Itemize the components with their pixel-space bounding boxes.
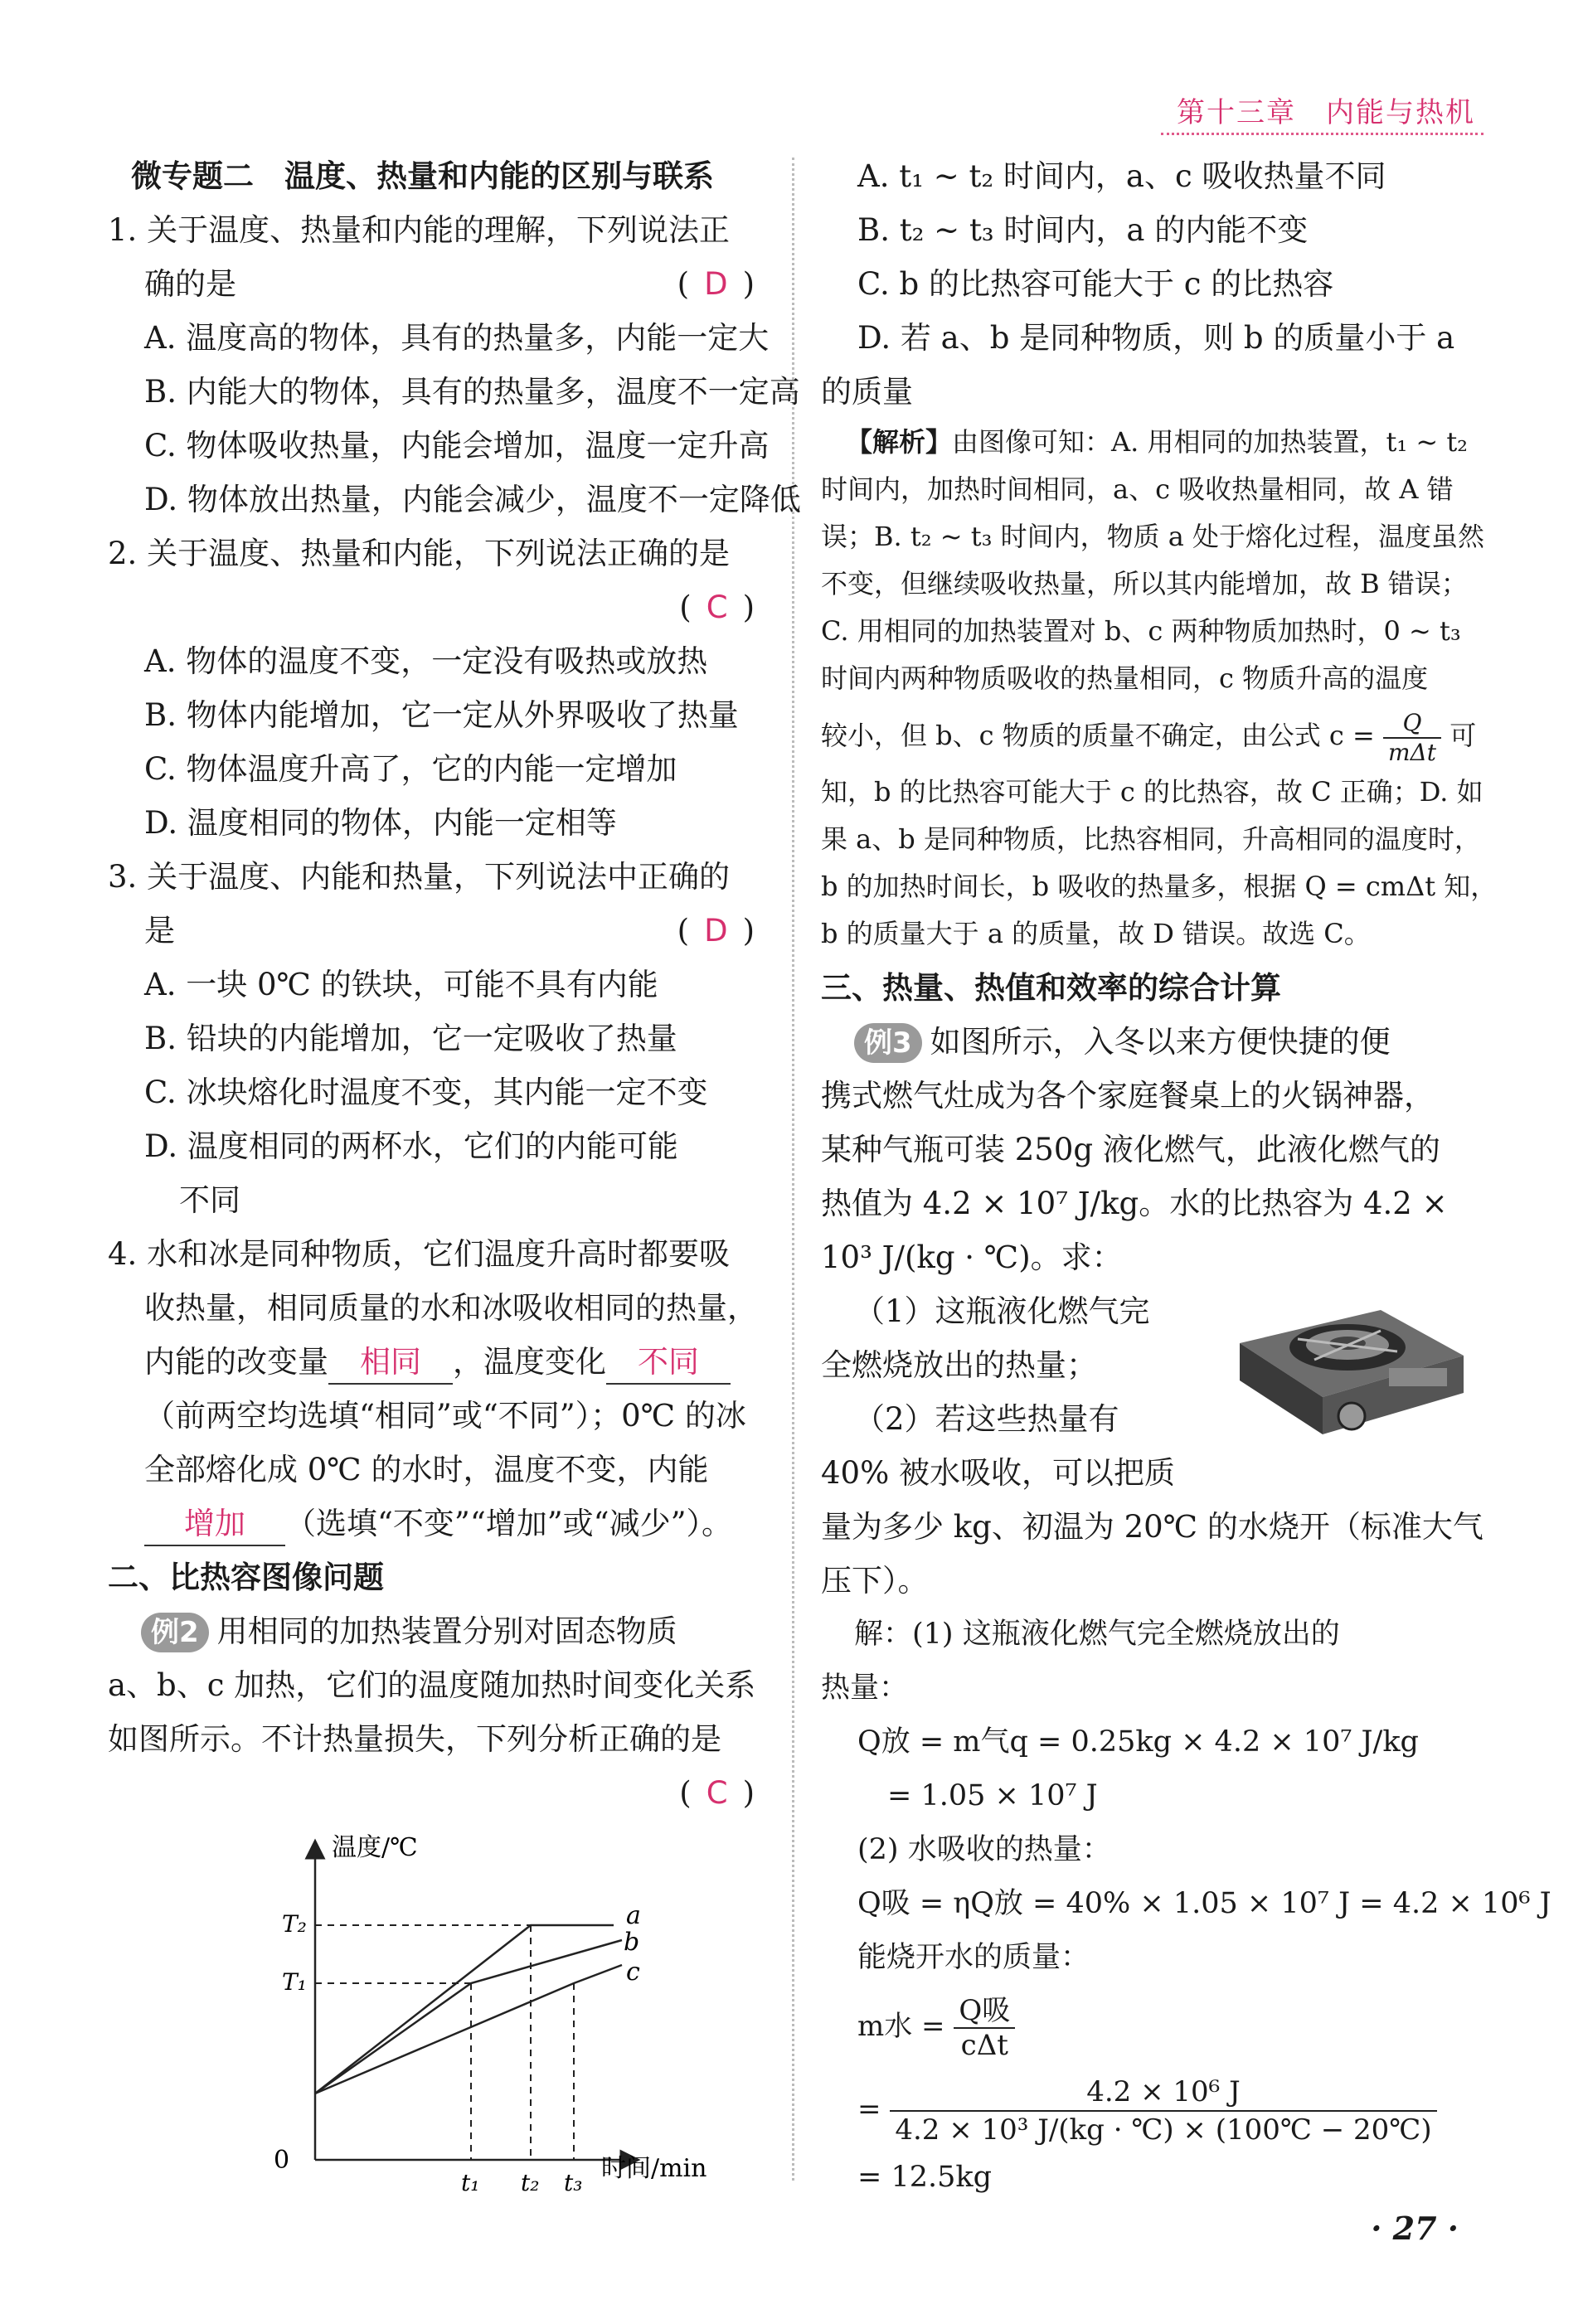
temperature-time-chart (249, 1832, 763, 2196)
q2-option-c: C. 物体温度升高了，它的内能一定增加 (144, 751, 677, 787)
origin-label: 0 (274, 2146, 290, 2175)
q3-option-d-cont: 不同 (179, 1182, 240, 1218)
series-b-line (315, 1940, 622, 2094)
analysis-line11: b 的质量大于 a 的质量，故 D 错误。故选 C。 (821, 918, 1371, 949)
ex2-option-d-cont: 的质量 (821, 374, 913, 410)
series-a-line (315, 1925, 614, 2094)
analysis-line2: 时间内，加热时间相同，a、c 吸收热量相同，故 A 错 (821, 473, 1454, 505)
ex3-line1: 例3 如图所示，入冬以来方便快捷的便 (821, 1015, 1476, 1069)
q2-answer: ( C ) (679, 589, 755, 625)
q1-stem-text: 确的是 (144, 266, 236, 302)
x-axis-label: 时间/min (601, 2154, 707, 2183)
solution-line4: = 1.05 × 10⁷ J (887, 1779, 1098, 1812)
q4-line5: 全部熔化成 0℃ 的水时，温度不变，内能 (144, 1452, 709, 1487)
chapter-header: 第十三章 内能与热机 (1177, 96, 1475, 129)
ex3-badge: 例3 (854, 1023, 922, 1063)
q4-line1: 4. 水和冰是同种物质，它们温度升高时都要吸 (108, 1236, 731, 1272)
ex2-answer: ( C ) (679, 1775, 755, 1811)
q4-line3: 内能的改变量 相同 ，温度变化 不同 (108, 1335, 763, 1389)
ex2-option-d: D. 若 a、b 是同种物质，则 b 的质量小于 a (857, 320, 1455, 356)
analysis-line5: C. 用相同的加热装置对 b、c 两种物质加热时，0 ~ t₃ (821, 615, 1461, 647)
q4-line2: 收热量，相同质量的水和冰吸收相同的热量， (144, 1290, 758, 1326)
ex2-badge: 例2 (141, 1613, 209, 1652)
q2-option-a: A. 物体的温度不变，一定没有吸热或放热 (144, 643, 708, 679)
q1-option-b: B. 内能大的物体，具有的热量多，温度不一定高 (144, 374, 800, 410)
x-tick-t2: t₂ (521, 2169, 540, 2196)
ex3-line2: 携式燃气灶成为各个家庭餐桌上的火锅神器， (821, 1078, 1435, 1113)
x-tick-t3: t₃ (564, 2169, 583, 2196)
q4-blank1: 相同 (328, 1342, 453, 1385)
analysis-line6: 时间内两种物质吸收的热量相同，c 物质升高的温度 (821, 662, 1429, 694)
q2-answer-line (108, 580, 763, 634)
q3-answer: ( D ) (677, 913, 755, 949)
ex3-line3: 某种气瓶可装 250g 液化燃气，此液化燃气的 (821, 1132, 1440, 1167)
analysis-line1: 【解析】由图像可知：A. 用相同的加热装置，t₁ ~ t₂ (846, 426, 1469, 458)
y-tick-t1: T₁ (282, 1968, 307, 1996)
ex3-line5: 10³ J/(kg · ℃)。求： (821, 1240, 1123, 1275)
q3-option-a: A. 一块 0℃ 的铁块，可能不具有内能 (144, 967, 658, 1002)
ex2-line3: 如图所示。不计热量损失，下列分析正确的是 (108, 1721, 721, 1757)
ex3-line6: （1）这瓶液化燃气完 (854, 1293, 1150, 1329)
ex2-answer-line (108, 1766, 763, 1820)
solution-line7: 能烧开水的质量： (857, 1941, 1090, 1974)
q2-stem: 2. 关于温度、热量和内能，下列说法正确的是 (108, 536, 731, 571)
solution-line6: Q吸 = ηQ放 = 40% × 1.05 × 10⁷ J = 4.2 × 10⁶ J (857, 1887, 1551, 1920)
analysis-line10: b 的加热时间长，b 吸收的热量多，根据 Q = cmΔt 知， (821, 871, 1498, 902)
q1-option-d: D. 物体放出热量，内能会减少，温度不一定降低 (144, 482, 801, 517)
gas-stove-photo (1223, 1277, 1472, 1451)
q3-stem: 3. 关于温度、内能和热量，下列说法中正确的 (108, 859, 731, 895)
series-a-label: a (626, 1901, 641, 1930)
solution-result: = 12.5kg (857, 2161, 992, 2194)
y-axis-label: 温度/℃ (332, 1833, 418, 1862)
analysis-line7: 较小，但 b、c 物质的质量不确定，由公式 c = $\frac{Q}{\text{mΔt}}$ 可 (821, 708, 1477, 766)
series-c-label: c (626, 1958, 640, 1987)
ex3-line10: 量为多少 kg、初温为 20℃ 的水烧开（标准大气 (821, 1509, 1483, 1545)
solution-line1: 解：(1) 这瓶液化燃气完全燃烧放出的 (854, 1618, 1340, 1651)
q1-answer: ( D ) (677, 266, 755, 302)
analysis-line3: 误；B. t₂ ~ t₃ 时间内，物质 a 处于熔化过程，温度虽然 (821, 521, 1484, 552)
x-tick-t1: t₁ (461, 2169, 480, 2196)
q3-stem-text: 是 (144, 913, 175, 949)
y-tick-t2: T₂ (282, 1910, 307, 1938)
mass-fraction: $\frac{\text{Q吸}}{\text{cΔt}}$ (954, 1994, 1015, 2062)
section-title: 微专题二 温度、热量和内能的区别与联系 (131, 158, 714, 194)
q4-line6: 增加 （选填“不变”“增加”或“减少”）。 (108, 1497, 763, 1550)
header-divider (1161, 133, 1483, 135)
q2-option-d: D. 温度相同的物体，内能一定相等 (144, 805, 617, 841)
solution-line2: 热量： (821, 1671, 909, 1705)
ex3-line11: 压下）。 (821, 1563, 929, 1599)
page-number: · 27 · (1371, 2210, 1459, 2247)
solution-mass-formula: m水 = $\frac{\text{Q吸}}{\text{cΔt}}$ (821, 1985, 1476, 2068)
q3-stem-cont (108, 904, 763, 958)
ex2-option-a: A. t₁ ~ t₂ 时间内，a、c 吸收热量不同 (857, 158, 1386, 194)
q3-option-d: D. 温度相同的两杯水，它们的内能可能 (144, 1128, 678, 1164)
analysis-line4: 不变，但继续吸收热量，所以其内能增加，故 B 错误； (821, 568, 1468, 599)
q4-blank3: 增加 (144, 1503, 285, 1546)
analysis-line8: 知，b 的比热容可能大于 c 的比热容，故 C 正确；D. 如 (821, 776, 1483, 808)
q3-option-c: C. 冰块熔化时温度不变，其内能一定不变 (144, 1075, 708, 1110)
ex2-option-b: B. t₂ ~ t₃ 时间内，a 的内能不变 (857, 212, 1309, 248)
big-fraction: $\frac{\text{4.2 × 10⁶ J}}{\text{4.2 × 10³ J/(kg · ℃) × (100℃ − 20℃)}}$ (890, 2074, 1436, 2148)
solution-line5: (2) 水吸收的热量： (857, 1833, 1111, 1866)
q1-option-c: C. 物体吸收热量，内能会增加，温度一定升高 (144, 428, 770, 463)
ex2-line2: a、b、c 加热，它们的温度随加热时间变化关系 (108, 1667, 756, 1703)
q4-blank2: 不同 (606, 1342, 731, 1385)
series-b-label: b (624, 1928, 640, 1957)
q2-option-b: B. 物体内能增加，它一定从外界吸收了热量 (144, 697, 739, 733)
column-divider (792, 158, 794, 2181)
ex2-option-c: C. b 的比热容可能大于 c 的比热容 (857, 266, 1334, 302)
section3-title: 三、热量、热值和效率的综合计算 (821, 970, 1281, 1006)
section2-title: 二、比热容图像问题 (108, 1560, 384, 1595)
q1-option-a: A. 温度高的物体，具有的热量多，内能一定大 (144, 320, 770, 356)
solution-big-fraction: = $\frac{\text{4.2 × 10⁶ J}}{\text{4.2 × 10³ J/(kg · ℃) × (100℃ − 20℃)}}$ (821, 2068, 1476, 2151)
q1-stem-cont (108, 257, 763, 311)
q3-option-b: B. 铅块的内能增加，它一定吸收了热量 (144, 1021, 677, 1056)
ex3-line4: 热值为 4.2 × 10⁷ J/kg。水的比热容为 4.2 × (821, 1186, 1448, 1221)
analysis-line9: 果 a、b 是同种物质，比热容相同，升高相同的温度时， (821, 823, 1481, 855)
ex3-line9: 40% 被水吸收，可以把质 (821, 1455, 1175, 1491)
ex3-line8: （2）若这些热量有 (854, 1401, 1119, 1437)
formula-c-fraction: $\frac{Q}{\text{mΔt}}$ (1383, 709, 1441, 767)
solution-line3: Q放 = m气q = 0.25kg × 4.2 × 10⁷ J/kg (857, 1725, 1419, 1759)
q4-line4: （前两空均选填“相同”或“不同”）；0℃ 的冰 (144, 1398, 746, 1434)
right-column (821, 149, 1551, 2205)
left-column (108, 149, 801, 2196)
ex3-line7: 全燃烧放出的热量； (821, 1347, 1097, 1383)
ex2-line1: 例2 用相同的加热装置分别对固态物质 (108, 1604, 763, 1658)
q1-stem: 1. 关于温度、热量和内能的理解，下列说法正 (108, 212, 731, 248)
